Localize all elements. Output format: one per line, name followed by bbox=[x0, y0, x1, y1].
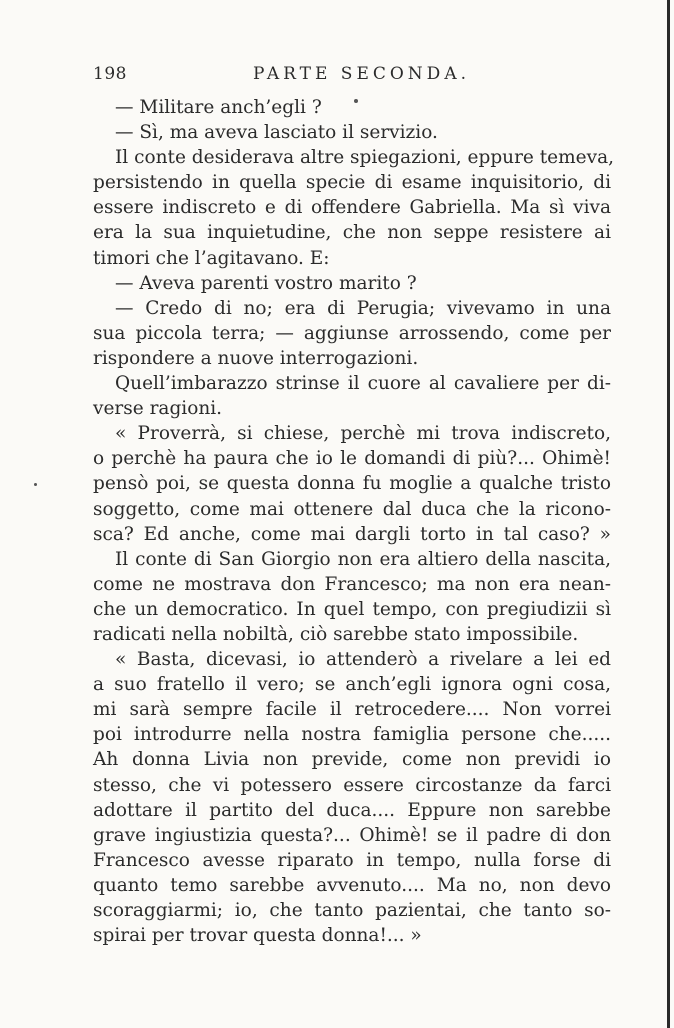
text-line: radicati nella nobiltà, ciò sarebbe stato impossibile. bbox=[93, 623, 579, 645]
text-line: soggetto, come mai ottenere dal duca che la ricono- bbox=[93, 498, 611, 520]
text-line: — Credo di no; era di Perugia; vivevamo in una bbox=[115, 297, 611, 319]
text-line: poi introdurre nella nostra famiglia persone che..... bbox=[93, 724, 611, 746]
text-line: sua piccola terra; — aggiunse arrossendo, come per bbox=[93, 322, 611, 344]
text-line: che un democratico. In quel tempo, con pregiudizii sì bbox=[93, 598, 611, 620]
ink-speck bbox=[34, 483, 37, 486]
text-line: adottare il partito del duca.... Eppure non sarebbe bbox=[93, 799, 611, 821]
page-edge-shadow bbox=[667, 0, 670, 1028]
text-line: quanto temo sarebbe avvenuto.... Ma no, non devo bbox=[93, 874, 611, 896]
text-line: o perchè ha paura che io le domandi di più?... Ohimè! bbox=[93, 448, 611, 470]
text-line: essere indiscreto e di offendere Gabriella. Ma sì viva bbox=[93, 197, 611, 219]
text-line: scoraggiarmi; io, che tanto pazientai, che tanto so- bbox=[93, 900, 611, 921]
text-line: persistendo in quella specie di esame inquisitorio, di bbox=[93, 172, 611, 194]
text-line: rispondere a nuove interrogazioni. bbox=[93, 347, 419, 369]
text-line: Il conte desiderava altre spiegazioni, eppure temeva, bbox=[115, 147, 614, 169]
text-line: « Basta, dicevasi, io attenderò a rivelare a lei ed bbox=[115, 649, 611, 671]
page-number: 198 bbox=[93, 64, 127, 84]
text-line: verse ragioni. bbox=[93, 398, 223, 420]
text-line: come ne mostrava don Francesco; ma non era nean- bbox=[93, 573, 611, 595]
text-line: sca? Ed anche, come mai dargli torto in tal caso? » bbox=[93, 523, 611, 545]
text-line: — Militare anch’egli ? bbox=[115, 97, 322, 118]
text-line: Francesco avesse riparato in tempo, nulla forse di bbox=[93, 849, 611, 871]
text-line: Ah donna Livia non previde, come non previdi io bbox=[93, 749, 611, 771]
text-line: — Sì, ma aveva lasciato il servizio. bbox=[115, 122, 438, 144]
text-line: stesso, che vi potessero essere circostanze da farci bbox=[93, 774, 611, 796]
text-line: — Aveva parenti vostro marito ? bbox=[115, 272, 417, 294]
text-line: era la sua inquietudine, che non seppe resistere ai bbox=[93, 222, 611, 244]
text-line: Quell’imbarazzo strinse il cuore al cavaliere per di- bbox=[115, 373, 611, 395]
text-line: spirai per trovar questa donna!... » bbox=[93, 925, 422, 947]
text-line: pensò poi, se questa donna fu moglie a qualche tristo bbox=[93, 473, 611, 495]
text-line: grave ingiustizia questa?... Ohimè! se il padre di don bbox=[93, 824, 611, 846]
text-line: « Proverrà, si chiese, perchè mi trova indiscreto, bbox=[115, 423, 611, 445]
text-line: mi sarà sempre facile il retrocedere.... Non vorrei bbox=[93, 699, 611, 721]
text-line: a suo fratello il vero; se anch’egli ignora ogni cosa, bbox=[93, 674, 611, 696]
text-line: Il conte di San Giorgio non era altiero della nascita, bbox=[115, 548, 611, 570]
text-line: timori che l’agitavano. E: bbox=[93, 247, 330, 269]
body-text bbox=[93, 95, 614, 948]
running-head: PARTE SECONDA. bbox=[253, 64, 470, 84]
page-header bbox=[93, 64, 611, 88]
